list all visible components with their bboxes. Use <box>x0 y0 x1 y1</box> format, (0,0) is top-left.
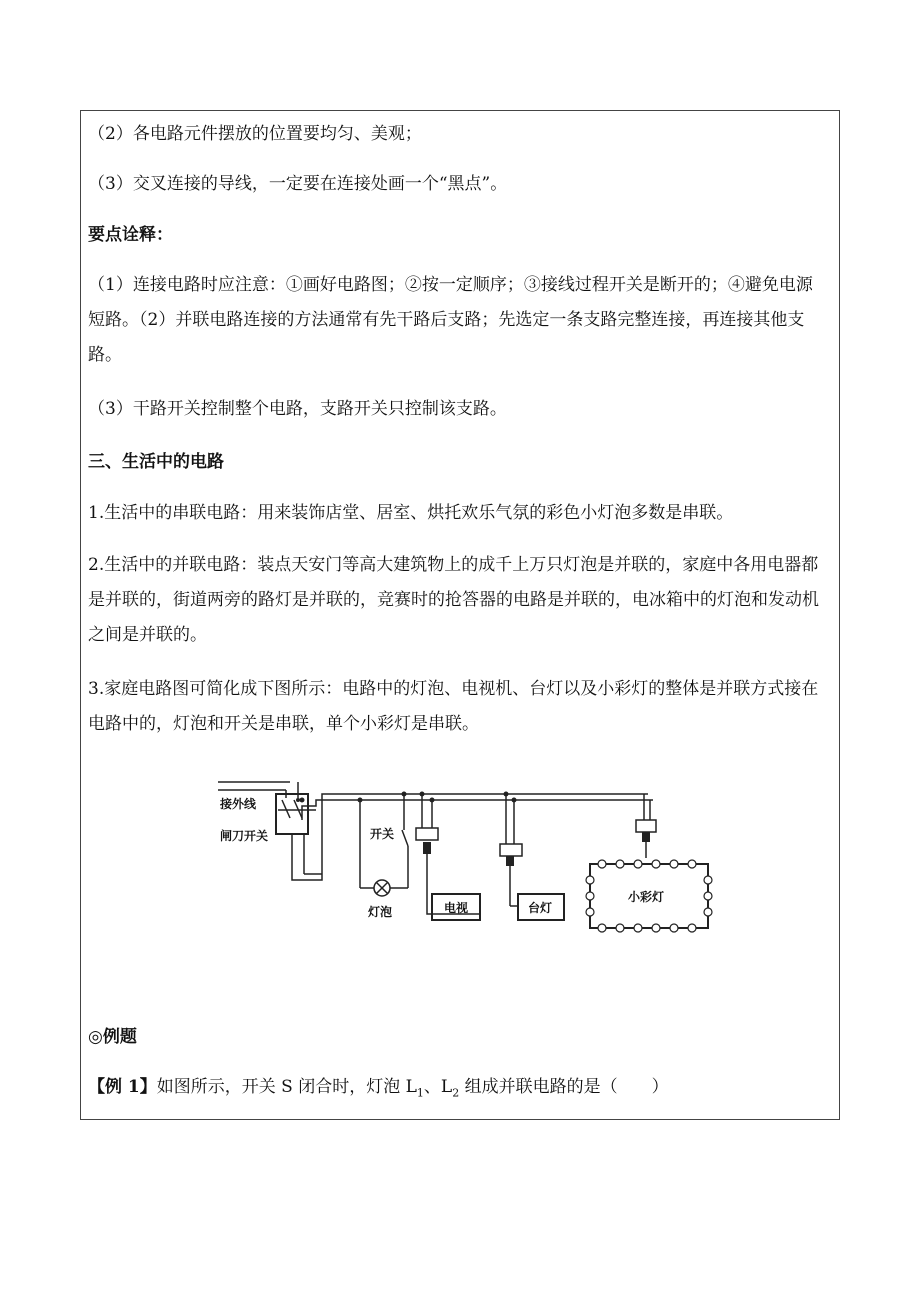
label-desk-lamp: 台灯 <box>528 901 553 915</box>
subscript-1: 1 <box>416 1086 424 1100</box>
section-3-item-1: 1.生活中的串联电路：用来装饰店堂、居室、烘托欢乐气氛的彩色小灯泡多数是串联。 <box>88 503 734 523</box>
key-point-3: （3）干路开关控制整个电路，支路开关只控制该支路。 <box>88 399 507 419</box>
rule-2: （2）各电路元件摆放的位置要均匀、美观； <box>88 124 422 144</box>
example-1-tag: 【例 1】 <box>88 1077 157 1097</box>
section-3-heading: 三、生活中的电路 <box>88 452 224 472</box>
key-points-heading: 要点诠释： <box>88 225 173 245</box>
home-circuit-diagram <box>218 770 665 936</box>
label-tv: 电视 <box>444 901 469 915</box>
label-switch: 开关 <box>370 827 395 841</box>
label-string-lights: 小彩灯 <box>628 890 665 904</box>
section-3-item-3: 3.家庭电路图可简化成下图所示：电路中的灯泡、电视机、台灯以及小彩灯的整体是并联方式接在电路中的，灯泡和开关是串联，单个小彩灯是串联。 <box>88 679 819 734</box>
key-point-1: （1）连接电路时应注意：①画好电路图；②按一定顺序；③接线过程开关是断开的；④避免电源短路。（2）并联电路连接的方法通常有先干路后支路；先选定一条支路完整连接，再连接其他支路。 <box>88 275 813 365</box>
example-1-text-b: 组成并联电路的是（ ） <box>459 1077 669 1097</box>
label-bulb: 灯泡 <box>368 905 393 919</box>
label-external-line: 接外线 <box>220 797 257 811</box>
subscript-2: 2 <box>452 1086 460 1100</box>
section-3-item-2: 2.生活中的并联电路：装点天安门等高大建筑物上的成千上万只灯泡是并联的，家庭中各用电器都是并联的，街道两旁的路灯是并联的，竞赛时的抢答器的电路是并联的，电冰箱中的灯泡和发动机之间是并联的。 <box>88 555 819 645</box>
rule-3: （3）交叉连接的导线，一定要在连接处画一个“黑点”。 <box>88 174 508 194</box>
example-1-separator: 、L <box>423 1077 453 1097</box>
label-knife-switch: 闸刀开关 <box>220 829 269 843</box>
example-1-text-a: 如图所示，开关 S 闭合时，灯泡 L <box>156 1077 417 1097</box>
example-1 <box>88 1070 828 1110</box>
examples-heading: ◎例题 <box>88 1027 137 1047</box>
